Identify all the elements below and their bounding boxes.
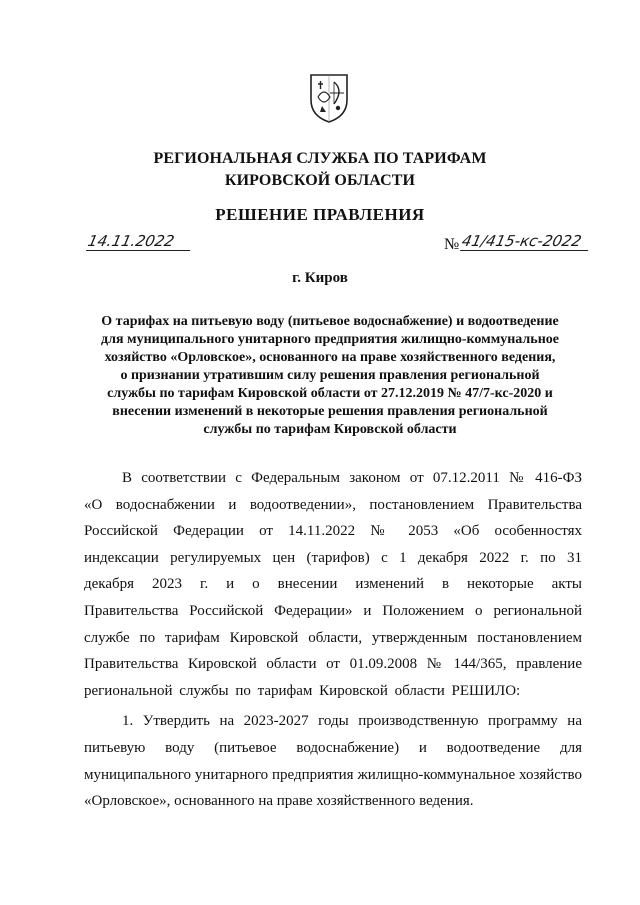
document-number: 41/415-кс-2022: [460, 232, 592, 251]
body-paragraph-2: 1. Утвердить на 2023-2027 годы производственную программу на питьевую воду (питьевое водоснабжение) и водоотведение для муниципального унитарного предприятия жилищно-коммунальное хозяйство «Орловское», основанного на праве хозяйственного ведения.: [84, 713, 582, 810]
agency-name-line1: РЕГИОНАЛЬНАЯ СЛУЖБА ПО ТАРИФАМ: [153, 150, 487, 167]
body-paragraph-1: В соответствии с Федеральным законом от 07.12.2011 № 416-ФЗ «О водоснабжении и водоотведении», постановлением Правительства Российской Федерации от 14.11.2022 № 2053 «Об особенностях индексации регулируемых цен (тарифов) с 1 декабря 2022 г. по 31 декабря 2023 г. и о внесении изменений в некоторые акты Правительства Российской Федерации» и Положением о региональной службе по тарифам Кировской области, утвержденным постановлением Правительства Кировской области от 01.09.2008 № 144/365, правление региональной службы по тарифам Кировской области РЕШИЛО:: [84, 470, 582, 699]
document-body: [84, 465, 582, 815]
agency-name-line2: КИРОВСКОЙ ОБЛАСТИ: [224, 172, 416, 189]
number-label: №: [444, 236, 460, 253]
document-date: 14.11.2022: [86, 232, 194, 251]
city-label: г. Киров: [292, 270, 348, 286]
document-title: РЕШЕНИЕ ПРАВЛЕНИЯ: [215, 205, 425, 224]
document-subject: О тарифах на питьевую воду (питьевое водоснабжение) и водоотведение для муниципального унитарного предприятия жилищно-коммунальное хозяйство «Орловское», основанного на праве хозяйственного ведения, о признании утратившим силу решения правления региональной службы по тарифам Кировской области от 27.12.2019 № 47/7-кс-2020 и внесении изменений в некоторые решения правления региональной службы по тарифам Кировской области: [101, 314, 559, 437]
kirov-coat-of-arms-icon: [308, 72, 350, 124]
